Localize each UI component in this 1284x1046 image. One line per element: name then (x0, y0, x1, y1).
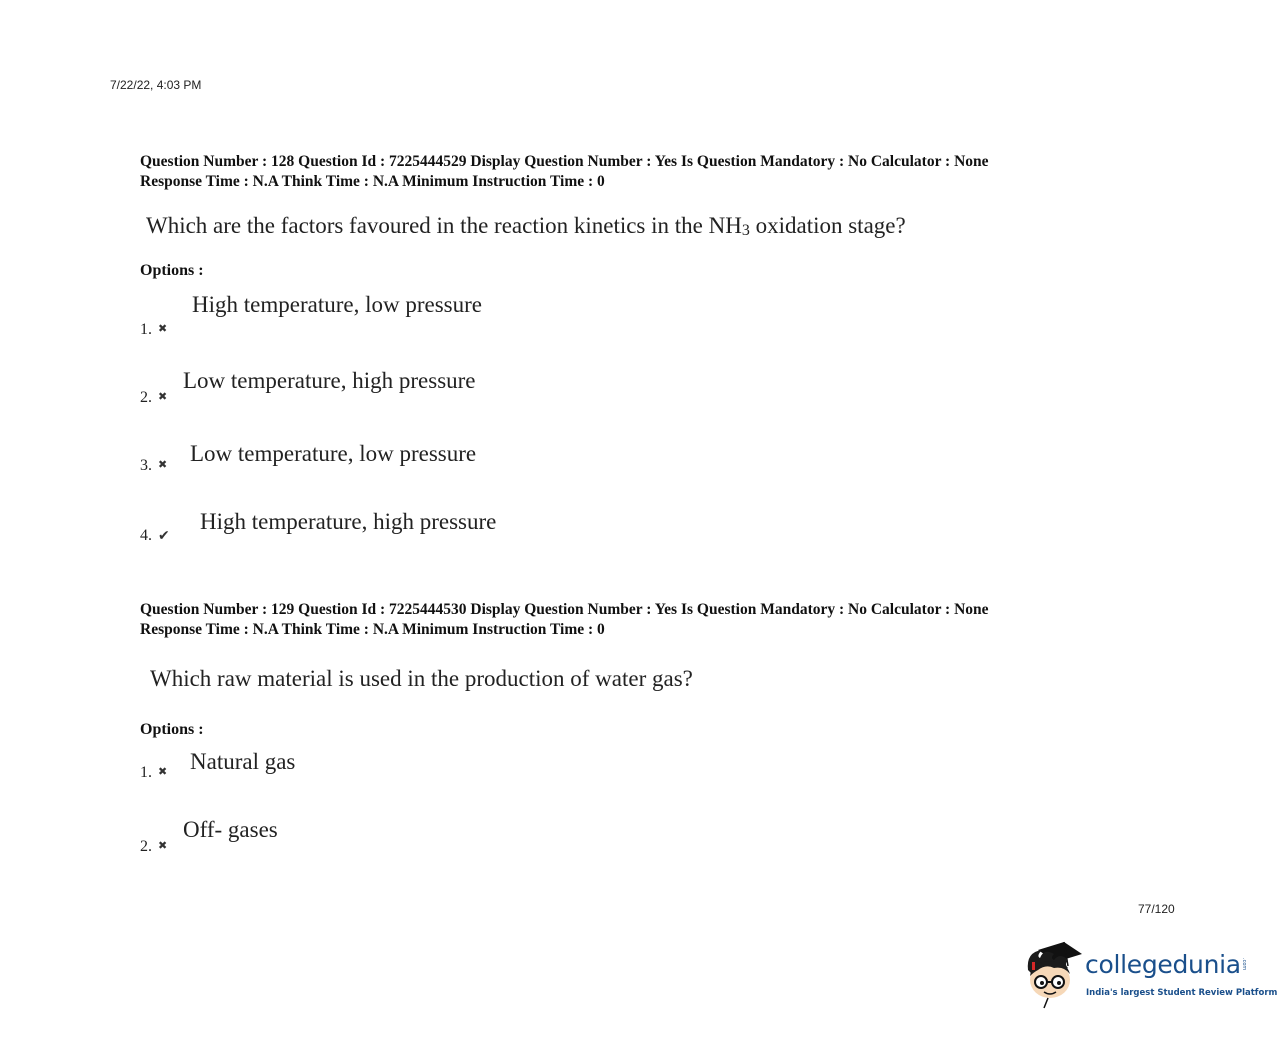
option-text: Off- gases (183, 817, 278, 842)
question-meta-line: Question Number : 128 Question Id : 7225444529 Display Question Number : Yes Is Question Mandatory : No Calculator : None (140, 153, 989, 170)
cross-icon: ✖ (158, 458, 168, 471)
question-metadata (140, 600, 989, 640)
question-text-subscript: 3 (741, 222, 750, 239)
option-number (140, 389, 167, 407)
option-number (140, 838, 167, 856)
collegedunia-logo (1024, 940, 1278, 1010)
cross-icon: ✖ (158, 390, 168, 403)
option-text: High temperature, low pressure (192, 292, 482, 317)
option-text: Low temperature, high pressure (183, 368, 476, 393)
question-text-part: Which are the factors favoured in the reaction kinetics in the NH (146, 213, 742, 238)
option-index: 2. (140, 389, 152, 406)
cross-icon: ✖ (158, 322, 168, 335)
option-number (140, 764, 167, 782)
cross-icon: ✖ (158, 765, 168, 778)
option-index: 1. (140, 321, 152, 338)
cross-icon: ✖ (158, 839, 168, 852)
logo-tagline: India's largest Student Review Platform (1086, 988, 1278, 998)
option-text: Natural gas (190, 749, 296, 774)
logo-wordmark: collegedunia (1085, 950, 1241, 979)
print-timestamp: 7/22/22, 4:03 PM (110, 78, 202, 92)
options-heading: Options : (140, 262, 204, 279)
question-text: Which raw material is used in the production of water gas? (150, 666, 693, 691)
option-text: Low temperature, low pressure (190, 441, 477, 466)
option-number (140, 457, 167, 475)
question-meta-line: Response Time : N.A Think Time : N.A Minimum Instruction Time : 0 (140, 621, 605, 638)
question-text (146, 213, 906, 240)
question-metadata (140, 152, 989, 192)
logo-suffix: .com (1241, 958, 1247, 971)
mascot-icon (1024, 940, 1086, 1010)
option-index: 3. (140, 457, 152, 474)
check-icon: ✔ (158, 528, 170, 544)
option-index: 1. (140, 764, 152, 781)
question-text-part: oxidation stage? (749, 213, 906, 238)
question-meta-line: Question Number : 129 Question Id : 7225444530 Display Question Number : Yes Is Question Mandatory : No Calculator : None (140, 601, 989, 618)
option-number (140, 527, 170, 545)
option-index: 2. (140, 838, 152, 855)
option-text: High temperature, high pressure (200, 509, 497, 534)
option-index: 4. (140, 527, 152, 544)
options-heading: Options : (140, 721, 204, 738)
page-number: 77/120 (1138, 902, 1175, 916)
option-number (140, 321, 167, 339)
question-meta-line: Response Time : N.A Think Time : N.A Minimum Instruction Time : 0 (140, 173, 605, 190)
